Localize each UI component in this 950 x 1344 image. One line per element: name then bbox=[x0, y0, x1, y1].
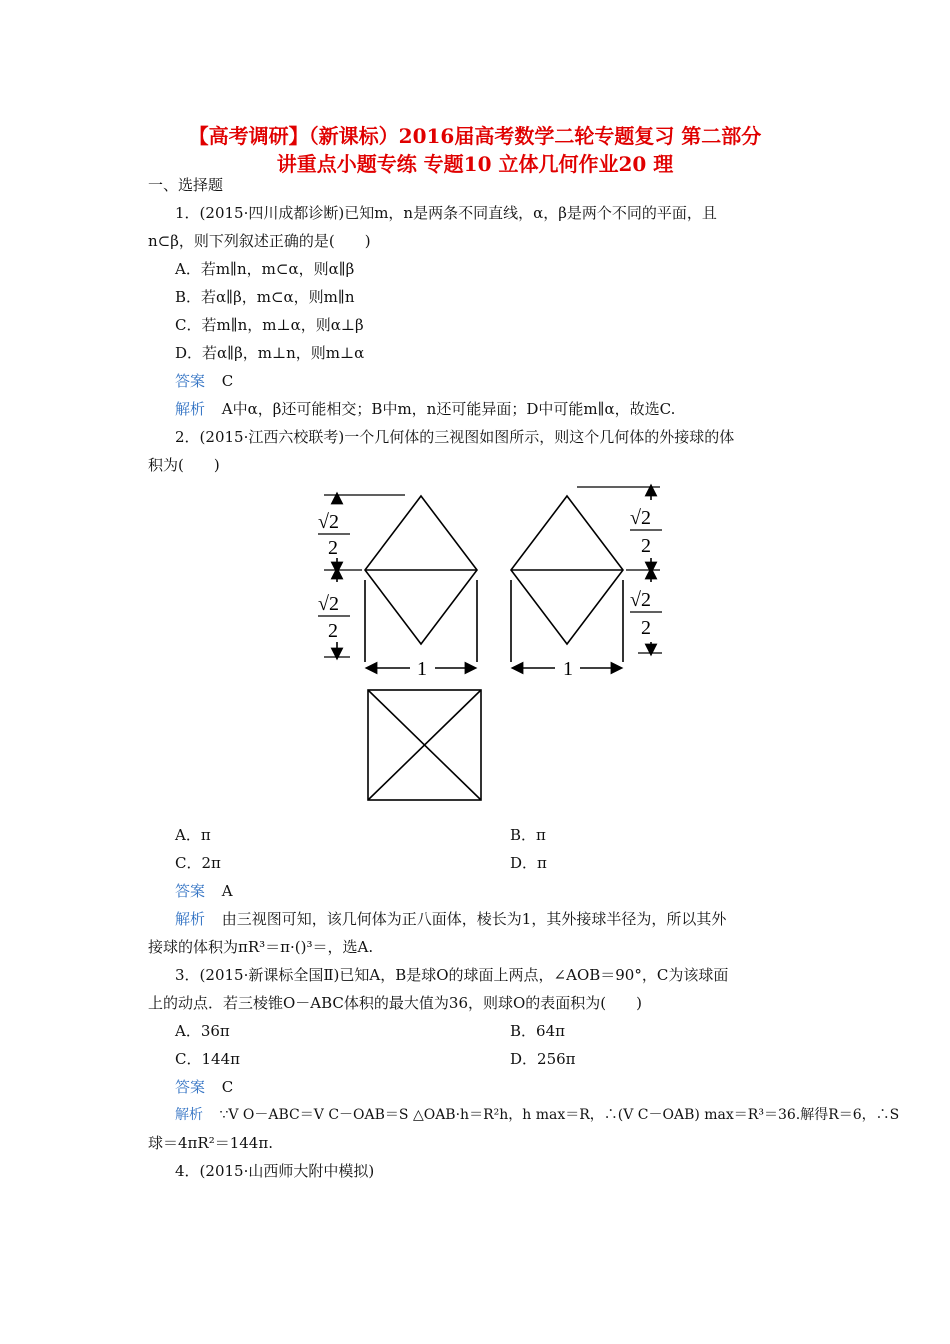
q4-stem-line1: 4．(2015·山西师大附中模拟) bbox=[175, 1162, 375, 1180]
side-upper-frac-num: √2 bbox=[630, 507, 651, 529]
q1-option-c: C．若m∥n，m⊥α，则α⊥β bbox=[175, 316, 364, 334]
answer-value: C bbox=[221, 372, 234, 390]
analysis-text: ∵V O－ABC＝V C－OAB＝S △OAB·h＝R²h，h max＝R，∴(V C－OAB) max＝R³＝36.解得R＝6，∴S bbox=[219, 1107, 900, 1123]
q1-option-d: D．若α∥β，m⊥n，则m⊥α bbox=[175, 344, 365, 362]
front-view bbox=[324, 495, 477, 668]
q3-stem-line2: 上的动点．若三棱锥O－ABC体积的最大值为36，则球O的表面积为( ) bbox=[148, 994, 642, 1012]
q2-option-d: D．π bbox=[510, 854, 547, 872]
side-width-label: 1 bbox=[563, 658, 573, 680]
answer-label: 答案 bbox=[175, 372, 206, 390]
q2-stem-line1: 2．(2015·江西六校联考)一个几何体的三视图如图所示，则这个几何体的外接球的体 bbox=[175, 428, 735, 446]
q2-option-b: B．π bbox=[510, 826, 546, 844]
q2-stem-line2: 积为( ) bbox=[148, 456, 220, 474]
q2-answer bbox=[175, 881, 233, 901]
side-lower-frac-num: √2 bbox=[630, 589, 651, 611]
q2-analysis-line2: 接球的体积为πR³＝π·()³＝，选A. bbox=[148, 938, 374, 956]
document-title-line1: 【高考调研】（新课标）2016届高考数学二轮专题复习 第二部分 bbox=[188, 124, 762, 148]
q1-stem-line2: n⊂β，则下列叙述正确的是( ) bbox=[148, 232, 371, 250]
front-upper-frac-num: √2 bbox=[318, 511, 339, 533]
q2-option-c: C．2π bbox=[175, 854, 221, 872]
document-title-line2: 讲重点小题专练 专题10 立体几何作业20 理 bbox=[276, 152, 674, 176]
q1-option-b: B．若α∥β，m⊂α，则m∥n bbox=[175, 288, 355, 306]
analysis-label: 解析 bbox=[175, 1107, 203, 1123]
section-heading: 一、选择题 bbox=[148, 176, 224, 194]
answer-value: A bbox=[221, 882, 233, 900]
answer-value: C bbox=[221, 1078, 234, 1096]
answer-label: 答案 bbox=[175, 882, 206, 900]
q3-answer bbox=[175, 1077, 233, 1097]
q3-option-a: A．36π bbox=[175, 1022, 230, 1040]
front-width-label: 1 bbox=[417, 658, 427, 680]
q3-option-d: D．256π bbox=[510, 1050, 576, 1068]
top-view bbox=[368, 690, 481, 800]
analysis-text: 由三视图可知，该几何体为正八面体，棱长为1，其外接球半径为，所以其外 bbox=[221, 910, 727, 928]
q3-analysis-line1 bbox=[175, 1105, 899, 1125]
analysis-label: 解析 bbox=[175, 910, 206, 928]
q1-analysis bbox=[175, 399, 675, 419]
front-lower-frac-num: √2 bbox=[318, 593, 339, 615]
q1-answer bbox=[175, 371, 233, 391]
q1-stem-line1: 1．(2015·四川成都诊断)已知m，n是两条不同直线，α，β是两个不同的平面，且 bbox=[175, 204, 717, 222]
q3-option-c: C．144π bbox=[175, 1050, 240, 1068]
front-upper-frac-den: 2 bbox=[328, 537, 338, 559]
answer-label: 答案 bbox=[175, 1078, 206, 1096]
q2-analysis-line1 bbox=[175, 909, 726, 929]
q2-option-a: A．π bbox=[175, 826, 211, 844]
side-lower-frac-den: 2 bbox=[641, 617, 651, 639]
analysis-text: A中α，β还可能相交；B中m，n还可能异面；D中可能m∥α，故选C. bbox=[221, 400, 676, 418]
three-view-figure bbox=[300, 482, 700, 807]
q3-option-b: B．64π bbox=[510, 1022, 565, 1040]
q3-analysis-line2: 球＝4πR²＝144π. bbox=[148, 1134, 273, 1152]
q3-stem-line1: 3．(2015·新课标全国Ⅱ)已知A，B是球O的球面上两点，∠AOB＝90°，C为该球面 bbox=[175, 966, 729, 984]
analysis-label: 解析 bbox=[175, 400, 206, 418]
q1-option-a: A．若m∥n，m⊂α，则α∥β bbox=[175, 260, 355, 278]
side-upper-frac-den: 2 bbox=[641, 535, 651, 557]
front-lower-frac-den: 2 bbox=[328, 620, 338, 642]
